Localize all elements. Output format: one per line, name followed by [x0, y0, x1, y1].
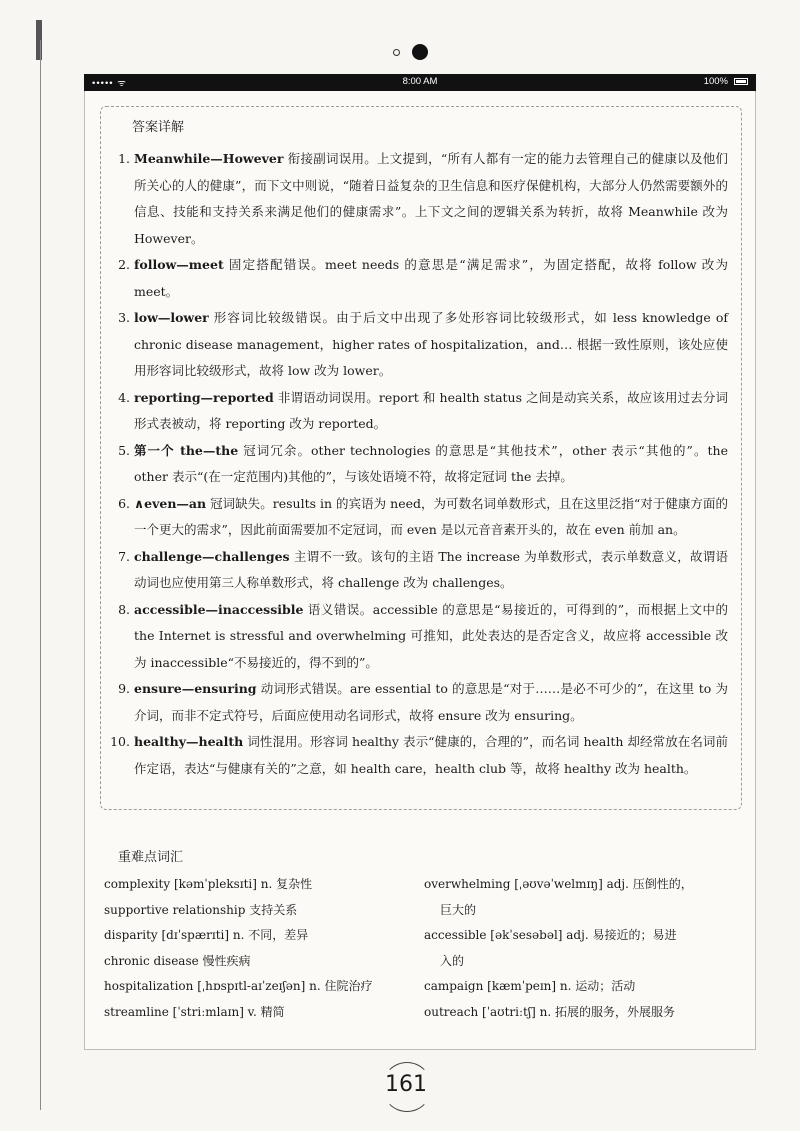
answer-item [108, 676, 728, 729]
answer-item [108, 252, 728, 305]
answer-list [108, 146, 728, 782]
vocab-entry: streamline [ˈstriːmlaɪn] v. 精简 [104, 1004, 285, 1019]
correction-key: Meanwhile—However [134, 151, 284, 166]
answer-item [108, 305, 728, 385]
correction-key: ensure—ensuring [134, 681, 257, 696]
vocab-entry: disparity [dɪˈspærɪti] n. 不同，差异 [104, 928, 309, 943]
vocab-entry: accessible [əkˈsesəbəl] adj. 易接近的；易进 [424, 928, 677, 943]
explanation: 冠词冗余。other technologies 的意思是“其他技术”，other 表示“其他的”。the other 表示“(在一定范围内)其他的”，与该处语境不符，故将定冠词 the 去掉。 [134, 442, 728, 484]
vocab-entry: supportive relationship 支持关系 [104, 902, 298, 917]
item-number: 10. [110, 734, 130, 749]
answer-item [108, 729, 728, 782]
camera-icon [412, 44, 428, 60]
vocab-title: 重难点词汇 [118, 850, 184, 865]
item-number: 2. [118, 257, 130, 272]
explanation: 冠词缺失。results in 的宾语为 need，为可数名词单数形式，且在这里泛指“对于健康方面的一个更大的需求”，因此前面需要加不定冠词，而 even 是以元音音素开头的，故在 even 前加 an。 [134, 495, 728, 537]
item-number: 6. [118, 495, 130, 511]
answers-title: 答案详解 [132, 120, 185, 135]
explanation: 形容词比较级错误。由于后文中出现了多处形容词比较级形式，如 less knowledge of chronic disease management，higher rates of hospitalization，and… 根据一致性原则，该处应使用形容词比较级形式，故将 low 改为 lower。 [134, 310, 728, 378]
correction-key: reporting—reported [134, 389, 274, 405]
correction-key: ∧even—an [134, 495, 207, 511]
correction-key: low—lower [134, 310, 209, 325]
answer-item [108, 438, 728, 491]
correction-key: challenge—challenges [134, 548, 290, 564]
answer-item [108, 544, 728, 597]
vocab-entry: overwhelming [ˌəʊvəˈwelmɪŋ] adj. 压倒性的， [424, 877, 693, 891]
vocab-entry: chronic disease 慢性疾病 [104, 953, 251, 968]
status-bar [84, 74, 756, 91]
item-number: 7. [118, 548, 130, 564]
explanation: 主谓不一致。该句的主语 The increase 为单数形式，表示单数意义，故谓语动词也应使用第三人称单数形式，将 challenge 改为 challenges。 [134, 548, 728, 590]
correction-key: follow—meet [134, 257, 224, 272]
vocab-entry: campaign [kæmˈpeɪn] n. 运动；活动 [424, 979, 636, 994]
vocab-list-left [104, 872, 404, 1026]
answer-item [108, 385, 728, 438]
answer-item [108, 597, 728, 677]
answer-item [108, 146, 728, 252]
camera-sensor-icon [393, 49, 400, 56]
vocab-entry-continuation: 入的 [440, 953, 465, 968]
correction-key: 第一个 the—the [134, 442, 239, 458]
binding-mark [36, 20, 42, 60]
vocab-entry: complexity [kəmˈpleksɪti] n. 复杂性 [104, 877, 313, 891]
item-number: 5. [118, 442, 130, 458]
item-number: 1. [118, 151, 130, 166]
item-number: 4. [118, 389, 130, 405]
explanation: 词性混用。形容词 healthy 表示“健康的，合理的”，而名词 health 却经常放在名词前作定语，表达“与健康有关的”之意，如 health care，health club 等，故将 healthy 改为 health。 [134, 734, 728, 776]
answer-item [108, 491, 728, 544]
vocab-entry: hospitalization [ˌhɒspɪtl-aɪˈzeɪʃən] n. 住院治疗 [104, 979, 373, 994]
vocab-list-right [424, 872, 734, 1026]
clock: 8:00 AM [402, 76, 438, 87]
item-number: 3. [118, 310, 130, 325]
battery-icon [734, 78, 748, 85]
vocab-entry-continuation: 巨大的 [440, 902, 477, 917]
item-number: 9. [118, 681, 130, 696]
explanation: 非谓语动词误用。report 和 health status 之间是动宾关系，故应该用过去分词形式表被动，将 reporting 改为 reported。 [134, 389, 728, 431]
battery-percent: 100% [703, 76, 728, 87]
explanation: 语义错误。accessible 的意思是“易接近的，可得到的”，而根据上文中的 the Internet is stressful and overwhelming 可推知，此处表达的是否定含义，故应将 accessible 改为 inaccessible“不易接近的，得不到的”。 [134, 601, 728, 670]
correction-key: accessible—inaccessible [134, 601, 304, 617]
binding-line [40, 40, 41, 1110]
explanation: 衔接副词误用。上文提到，“所有人都有一定的能力去管理自己的健康以及他们所关心的人的健康”，而下文中则说，“随着日益复杂的卫生信息和医疗保健机构，大部分人仍然需要额外的信息、技能和支持关系来满足他们的健康需求”。上下文之间的逻辑关系为转折，故将 Meanwhile 改为 However。 [134, 151, 728, 246]
explanation: 动词形式错误。are essential to 的意思是“对于……是必不可少的”，在这里 to 为介词，而非不定式符号，后面应使用动名词形式，故将 ensure 改为 ensuring。 [134, 681, 728, 723]
explanation: 固定搭配错误。meet needs 的意思是“满足需求”，为固定搭配，故将 follow 改为 meet。 [134, 257, 728, 299]
page-number: 161 [385, 1072, 427, 1097]
signal-icon: ••••• ᯤ [92, 78, 127, 89]
item-number: 8. [118, 601, 130, 617]
correction-key: healthy—health [134, 734, 244, 749]
vocab-entry: outreach [ˈaʊtriːtʃ] n. 拓展的服务，外展服务 [424, 1004, 675, 1019]
